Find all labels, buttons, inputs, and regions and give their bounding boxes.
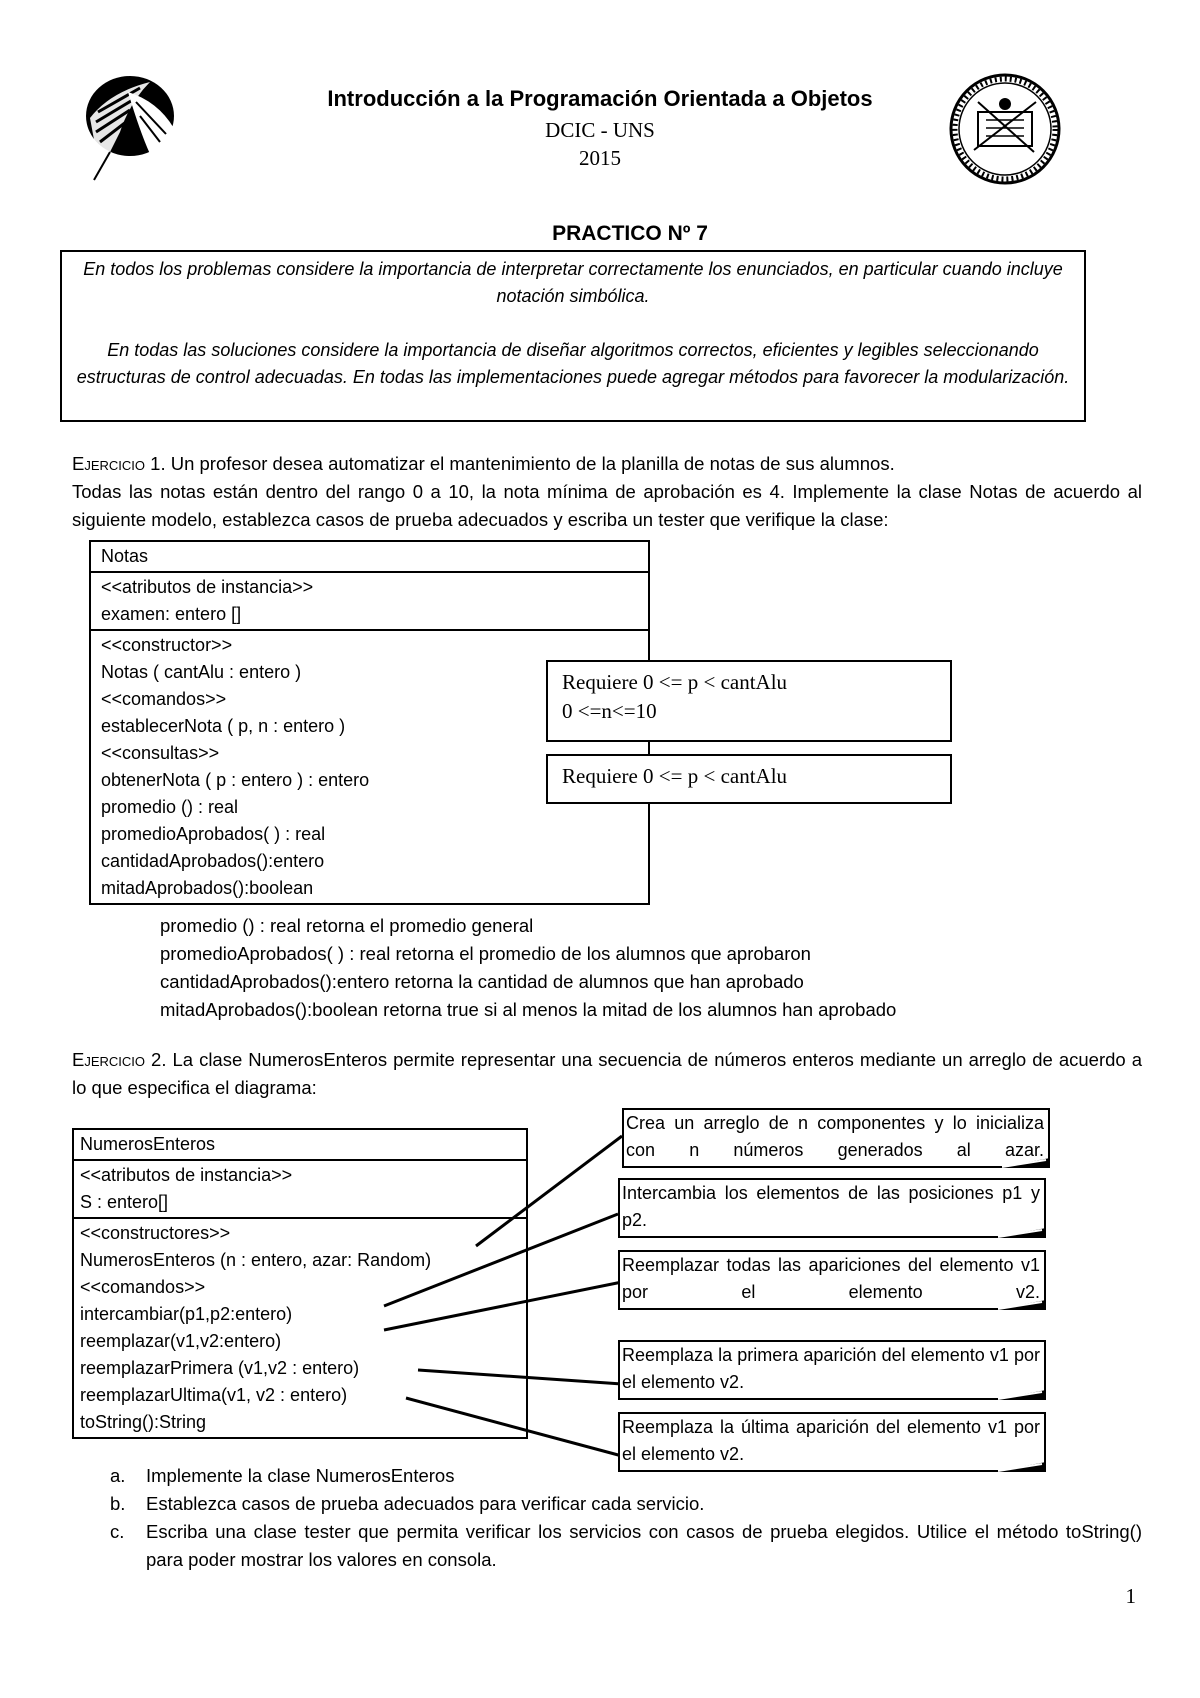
ej2-task-list [110,1462,1142,1574]
note-text: Intercambia los elementos de las posiciones p1 y p2. [622,1183,1040,1230]
numerosenteros-method: NumerosEnteros (n : entero, azar: Random) [80,1250,432,1270]
task-item [110,1490,1142,1518]
intro-paragraph-1: En todos los problemas considere la importancia de interpretar correctamente los enunciados, en particular cuando incluye notación simbólica. [83,259,1063,306]
notas-attr: <<atributos de instancia>> [101,577,314,597]
notas-method: Notas ( cantAlu : entero ) [101,662,302,682]
note-reemplazar-primera [618,1340,1046,1400]
department: DCIC - UNS [545,118,655,142]
numerosenteros-method: reemplazarUltima(v1, v2 : entero) [80,1385,348,1405]
task-letter: c. [110,1521,125,1542]
description-line: promedio () : real retorna el promedio general [160,915,534,936]
ej2-text: La clase NumerosEnteros permite representar una secuencia de números enteros mediante un arreglo de acuerdo a lo que especifica el diagrama: [72,1049,1142,1098]
notas-method: <<consultas>> [101,743,220,763]
task-item [110,1518,1142,1574]
connector-line [418,1370,622,1384]
ej1-line1: Un profesor desea automatizar el mantenimiento de la planilla de notas de sus alumnos. [165,453,895,474]
note-fold-icon [998,1228,1046,1238]
ej2-label: Ejercicio 2. [72,1049,167,1070]
notas-method: <<constructor>> [101,635,233,655]
notas-method: obtenerNota ( p : entero ) : entero [101,770,370,790]
notas-class-name: Notas [91,542,648,573]
intro-paragraph-2: En todas las soluciones considere la importancia de diseñar algoritmos correctos, eficientes y legibles seleccionando estructuras de control adecuadas. En todas las implementaciones puede agregar métodos para favorecer la modularización. [76,340,1070,387]
connector-line [476,1136,622,1246]
description-line: cantidadAprobados():entero retorna la cantidad de alumnos que han aprobado [160,971,804,992]
task-item [110,1462,1142,1490]
numerosenteros-method: <<comandos>> [80,1277,206,1297]
numerosenteros-attr: <<atributos de instancia>> [80,1165,293,1185]
ej1-label: Ejercicio 1. [72,453,166,474]
note-text: Reemplaza la primera aparición del elemento v1 por el elemento v2. [622,1345,1040,1392]
notas-attr: examen: entero [] [101,604,242,624]
note-text: Reemplaza la última aparición del elemento v1 por el elemento v2. [622,1417,1040,1464]
numerosenteros-method: <<constructores>> [80,1223,231,1243]
task-letter: b. [110,1493,126,1514]
numerosenteros-method: reemplazar(v1,v2:entero) [80,1331,282,1351]
description-line: promedioAprobados( ) : real retorna el promedio de los alumnos que aprobaron [160,943,811,964]
note-text: Reemplazar todas las apariciones del elemento v1 por el elemento v2. [622,1255,1040,1302]
numerosenteros-method: reemplazarPrimera (v1,v2 : entero) [80,1358,360,1378]
note-fold-icon [998,1390,1046,1400]
note-text: Crea un arreglo de n componentes y lo inicializa con n números generados al azar. [626,1113,1044,1160]
course-title: Introducción a la Programación Orientada a Objetos [327,86,873,111]
notas-method: establecerNota ( p, n : entero ) [101,716,346,736]
page-number: 1 [1125,1584,1136,1608]
note-reemplazar [618,1250,1046,1310]
practico-title: PRACTICO Nº 7 [552,222,708,245]
note-fold-icon [1002,1158,1050,1168]
requirement-line: Requiere 0 <= p < cantAlu [562,670,788,694]
numerosenteros-method: intercambiar(p1,p2:entero) [80,1304,293,1324]
numerosenteros-class-name: NumerosEnteros [74,1130,526,1161]
note-constructor [622,1108,1050,1168]
ej1-line2: Todas las notas están dentro del rango 0 a 10, la nota mínima de aprobación es 4. Implemente la clase Notas de acuerdo al siguiente modelo, establezca casos de prueba adecuados y escriba un tester que verifique la clase: [72,481,1142,530]
requirement-line: Requiere 0 <= p < cantAlu [562,764,788,788]
connector-line [406,1398,622,1456]
description-line: mitadAprobados():boolean retorna true si al menos la mitad de los alumnos han aprobado [160,999,897,1020]
note-fold-icon [998,1300,1046,1310]
notas-method: mitadAprobados():boolean [101,878,314,898]
numerosenteros-method: toString():String [80,1412,207,1432]
numerosenteros-attr: S : entero[] [80,1192,169,1212]
notas-method: <<comandos>> [101,689,227,709]
notas-method: promedio () : real [101,797,239,817]
task-text: Escriba una clase tester que permita verificar los servicios con casos de prueba elegidos. Utilice el método toString() para poder mostrar los valores en consola. [146,1521,1142,1570]
notas-method: promedioAprobados( ) : real [101,824,326,844]
task-text: Establezca casos de prueba adecuados para verificar cada servicio. [146,1493,705,1514]
note-intercambiar [618,1178,1046,1238]
task-text: Implemente la clase NumerosEnteros [146,1465,455,1486]
task-letter: a. [110,1465,126,1486]
notas-method: cantidadAprobados():entero [101,851,325,871]
connector-line [384,1282,622,1330]
year: 2015 [579,146,621,170]
requirement-line: 0 <=n<=10 [562,699,657,723]
